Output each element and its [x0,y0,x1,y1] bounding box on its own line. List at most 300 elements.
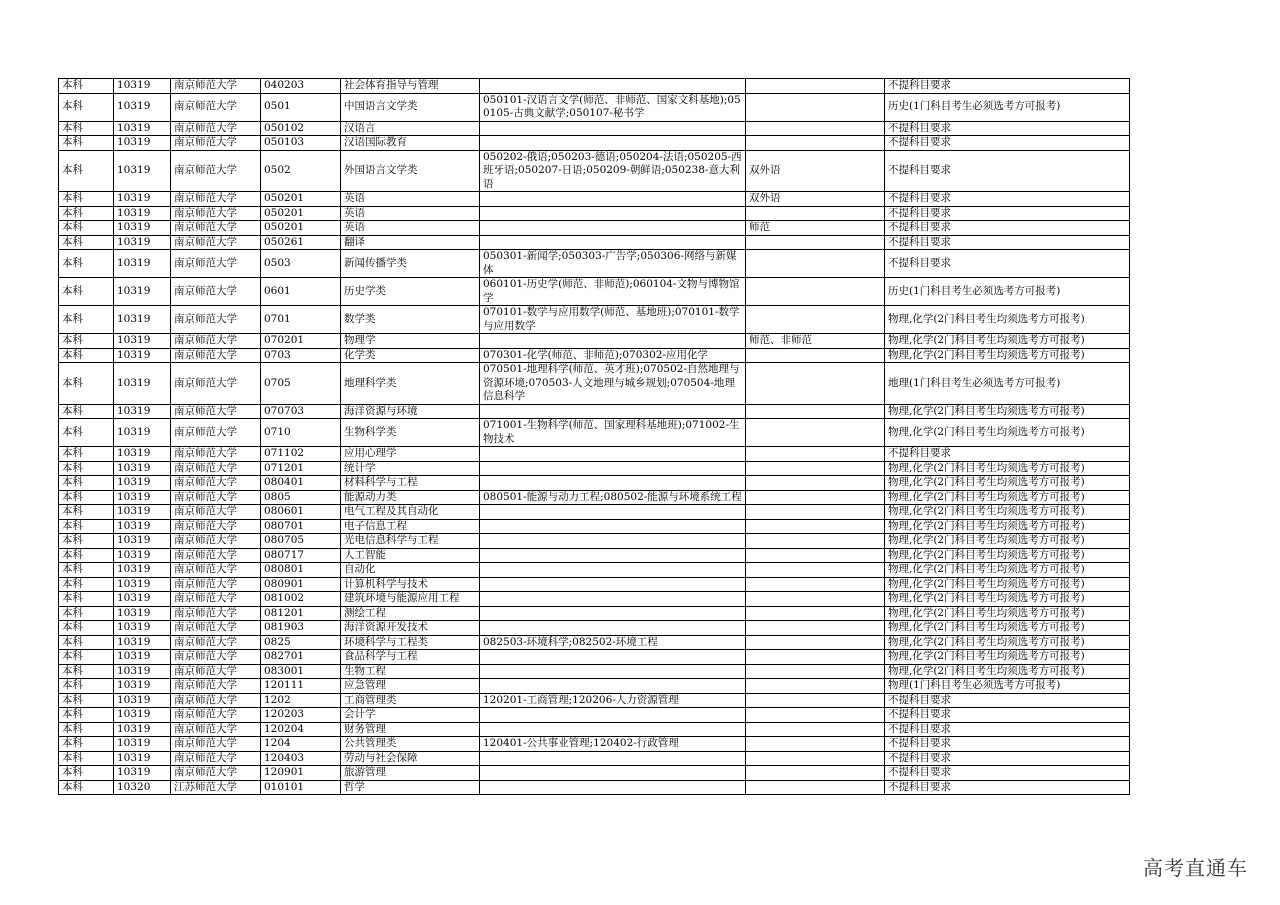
major-name-cell: 应急管理 [341,679,480,694]
table-row [59,664,1130,679]
level-cell: 本科 [59,221,114,236]
school-name-cell: 南京师范大学 [171,534,261,549]
remark-cell [746,306,885,334]
major-code-cell: 070201 [261,334,341,349]
subject-requirement-cell: 物理,化学(2门科目考生均须选考方可报考) [885,519,1130,534]
school-code-cell: 10319 [114,635,171,650]
remark-cell: 师范、非师范 [746,334,885,349]
included-majors-cell [480,577,746,592]
major-name-cell: 建筑环境与能源应用工程 [341,592,480,607]
remark-cell [746,519,885,534]
subject-requirement-cell: 物理,化学(2门科目考生均须选考方可报考) [885,306,1130,334]
table-row [59,447,1130,462]
table-row [59,121,1130,136]
major-name-cell: 英语 [341,221,480,236]
major-name-cell: 能源动力类 [341,490,480,505]
subject-requirement-cell: 不提科目要求 [885,693,1130,708]
table-row [59,722,1130,737]
table-row [59,150,1130,192]
table-row [59,780,1130,795]
subject-requirement-cell: 不提科目要求 [885,235,1130,250]
major-code-cell: 0703 [261,348,341,363]
school-name-cell: 南京师范大学 [171,766,261,781]
level-cell: 本科 [59,766,114,781]
included-majors-cell [480,334,746,349]
subject-requirement-cell: 不提科目要求 [885,722,1130,737]
level-cell: 本科 [59,93,114,121]
remark-cell [746,476,885,491]
level-cell: 本科 [59,621,114,636]
remark-cell [746,548,885,563]
table-row [59,708,1130,723]
table-row [59,419,1130,447]
included-majors-cell: 120201-工商管理;120206-人力资源管理 [480,693,746,708]
school-name-cell: 南京师范大学 [171,650,261,665]
school-code-cell: 10319 [114,519,171,534]
major-name-cell: 统计学 [341,461,480,476]
remark-cell [746,404,885,419]
included-majors-cell [480,235,746,250]
school-code-cell: 10319 [114,306,171,334]
table-row [59,650,1130,665]
major-code-cell: 050261 [261,235,341,250]
subject-requirement-cell: 物理,化学(2门科目考生均须选考方可报考) [885,621,1130,636]
major-name-cell: 电气工程及其自动化 [341,505,480,520]
subject-requirement-cell: 历史(1门科目考生必须选考方可报考) [885,278,1130,306]
table-row [59,635,1130,650]
major-name-cell: 翻译 [341,235,480,250]
major-code-cell: 1204 [261,737,341,752]
included-majors-cell [480,519,746,534]
level-cell: 本科 [59,419,114,447]
subject-requirement-cell: 不提科目要求 [885,708,1130,723]
subject-requirement-cell: 物理,化学(2门科目考生均须选考方可报考) [885,592,1130,607]
level-cell: 本科 [59,635,114,650]
level-cell: 本科 [59,79,114,94]
subject-requirement-cell: 不提科目要求 [885,447,1130,462]
subject-requirement-cell: 不提科目要求 [885,79,1130,94]
table-row [59,606,1130,621]
school-name-cell: 南京师范大学 [171,664,261,679]
major-code-cell: 0501 [261,93,341,121]
included-majors-cell [480,722,746,737]
subject-requirement-cell: 物理,化学(2门科目考生均须选考方可报考) [885,461,1130,476]
remark-cell [746,136,885,151]
included-majors-cell [480,206,746,221]
major-code-cell: 120204 [261,722,341,737]
level-cell: 本科 [59,461,114,476]
remark-cell [746,708,885,723]
major-code-cell: 0503 [261,250,341,278]
school-code-cell: 10319 [114,192,171,207]
level-cell: 本科 [59,206,114,221]
major-name-cell: 社会体育指导与管理 [341,79,480,94]
school-code-cell: 10319 [114,621,171,636]
included-majors-cell [480,447,746,462]
school-name-cell: 南京师范大学 [171,221,261,236]
table-body [59,79,1130,795]
table-row [59,490,1130,505]
included-majors-cell [480,621,746,636]
school-code-cell: 10319 [114,563,171,578]
major-name-cell: 食品科学与工程 [341,650,480,665]
table-row [59,348,1130,363]
remark-cell [746,348,885,363]
school-name-cell: 南京师范大学 [171,306,261,334]
level-cell: 本科 [59,447,114,462]
major-name-cell: 公共管理类 [341,737,480,752]
level-cell: 本科 [59,722,114,737]
level-cell: 本科 [59,592,114,607]
school-name-cell: 南京师范大学 [171,577,261,592]
major-name-cell: 地理科学类 [341,363,480,405]
included-majors-cell [480,766,746,781]
watermark-logo-text: 高考直通车 [1143,856,1248,880]
major-name-cell: 数学类 [341,306,480,334]
remark-cell [746,490,885,505]
level-cell: 本科 [59,121,114,136]
included-majors-cell [480,79,746,94]
remark-cell [746,79,885,94]
table-row [59,461,1130,476]
school-code-cell: 10319 [114,419,171,447]
remark-cell [746,693,885,708]
school-code-cell: 10319 [114,79,171,94]
school-code-cell: 10319 [114,751,171,766]
subject-requirement-cell: 物理,化学(2门科目考生均须选考方可报考) [885,606,1130,621]
table-row [59,278,1130,306]
remark-cell [746,751,885,766]
subject-requirement-cell: 不提科目要求 [885,766,1130,781]
table-row [59,693,1130,708]
table-row [59,363,1130,405]
level-cell: 本科 [59,650,114,665]
included-majors-cell [480,650,746,665]
school-name-cell: 南京师范大学 [171,363,261,405]
school-name-cell: 南京师范大学 [171,693,261,708]
major-name-cell: 汉语言 [341,121,480,136]
table-row [59,93,1130,121]
subject-requirement-cell: 物理,化学(2门科目考生均须选考方可报考) [885,650,1130,665]
level-cell: 本科 [59,534,114,549]
table-row [59,404,1130,419]
level-cell: 本科 [59,708,114,723]
major-code-cell: 080601 [261,505,341,520]
school-code-cell: 10319 [114,278,171,306]
included-majors-cell: 050301-新闻学;050303-广告学;050306-网络与新媒体 [480,250,746,278]
remark-cell [746,461,885,476]
major-code-cell: 071102 [261,447,341,462]
included-majors-cell [480,606,746,621]
included-majors-cell [480,548,746,563]
major-code-cell: 040203 [261,79,341,94]
level-cell: 本科 [59,363,114,405]
subject-requirement-cell: 不提科目要求 [885,136,1130,151]
included-majors-cell: 080501-能源与动力工程;080502-能源与环境系统工程 [480,490,746,505]
major-name-cell: 计算机科学与技术 [341,577,480,592]
subject-requirement-cell: 不提科目要求 [885,192,1130,207]
level-cell: 本科 [59,505,114,520]
school-name-cell: 南京师范大学 [171,334,261,349]
included-majors-cell [480,534,746,549]
level-cell: 本科 [59,563,114,578]
school-code-cell: 10319 [114,447,171,462]
included-majors-cell [480,192,746,207]
included-majors-cell [480,592,746,607]
subject-requirement-cell: 物理,化学(2门科目考生均须选考方可报考) [885,348,1130,363]
school-code-cell: 10319 [114,534,171,549]
remark-cell [746,679,885,694]
subject-requirement-cell: 物理,化学(2门科目考生均须选考方可报考) [885,404,1130,419]
remark-cell [746,766,885,781]
admission-requirements-table [58,78,1130,795]
school-code-cell: 10319 [114,737,171,752]
major-code-cell: 082701 [261,650,341,665]
table-row [59,751,1130,766]
subject-requirement-cell: 不提科目要求 [885,121,1130,136]
school-code-cell: 10319 [114,250,171,278]
subject-requirement-cell: 物理,化学(2门科目考生均须选考方可报考) [885,534,1130,549]
included-majors-cell [480,708,746,723]
major-name-cell: 历史学类 [341,278,480,306]
included-majors-cell [480,136,746,151]
major-code-cell: 1202 [261,693,341,708]
school-code-cell: 10320 [114,780,171,795]
subject-requirement-cell: 物理,化学(2门科目考生均须选考方可报考) [885,419,1130,447]
major-code-cell: 083001 [261,664,341,679]
table-row [59,206,1130,221]
included-majors-cell [480,505,746,520]
subject-requirement-cell: 不提科目要求 [885,751,1130,766]
school-name-cell: 南京师范大学 [171,278,261,306]
table-row [59,519,1130,534]
level-cell: 本科 [59,664,114,679]
major-code-cell: 0502 [261,150,341,192]
table-row [59,548,1130,563]
subject-requirement-cell: 物理,化学(2门科目考生均须选考方可报考) [885,548,1130,563]
school-name-cell: 南京师范大学 [171,737,261,752]
major-code-cell: 0705 [261,363,341,405]
remark-cell: 师范 [746,221,885,236]
subject-requirement-cell: 物理,化学(2门科目考生均须选考方可报考) [885,334,1130,349]
level-cell: 本科 [59,519,114,534]
school-name-cell: 南京师范大学 [171,79,261,94]
major-code-cell: 0601 [261,278,341,306]
school-code-cell: 10319 [114,221,171,236]
table-row [59,221,1130,236]
school-code-cell: 10319 [114,679,171,694]
school-code-cell: 10319 [114,136,171,151]
included-majors-cell: 071001-生物科学(师范、国家理科基地班);071002-生物技术 [480,419,746,447]
major-name-cell: 自动化 [341,563,480,578]
included-majors-cell [480,404,746,419]
school-name-cell: 南京师范大学 [171,447,261,462]
school-name-cell: 江苏师范大学 [171,780,261,795]
school-name-cell: 南京师范大学 [171,206,261,221]
school-name-cell: 南京师范大学 [171,708,261,723]
school-name-cell: 南京师范大学 [171,136,261,151]
level-cell: 本科 [59,548,114,563]
school-code-cell: 10319 [114,93,171,121]
remark-cell [746,621,885,636]
table-row [59,79,1130,94]
level-cell: 本科 [59,235,114,250]
school-code-cell: 10319 [114,461,171,476]
included-majors-cell [480,664,746,679]
table-row [59,679,1130,694]
remark-cell [746,93,885,121]
major-code-cell: 050102 [261,121,341,136]
major-code-cell: 120403 [261,751,341,766]
major-name-cell: 海洋资源开发技术 [341,621,480,636]
level-cell: 本科 [59,780,114,795]
major-code-cell: 050201 [261,221,341,236]
level-cell: 本科 [59,606,114,621]
major-code-cell: 0701 [261,306,341,334]
remark-cell [746,722,885,737]
school-name-cell: 南京师范大学 [171,563,261,578]
subject-requirement-cell: 物理,化学(2门科目考生均须选考方可报考) [885,563,1130,578]
school-name-cell: 南京师范大学 [171,722,261,737]
school-name-cell: 南京师范大学 [171,621,261,636]
remark-cell [746,235,885,250]
school-code-cell: 10319 [114,722,171,737]
major-name-cell: 光电信息科学与工程 [341,534,480,549]
school-code-cell: 10319 [114,693,171,708]
major-code-cell: 0825 [261,635,341,650]
school-name-cell: 南京师范大学 [171,192,261,207]
school-name-cell: 南京师范大学 [171,419,261,447]
major-name-cell: 财务管理 [341,722,480,737]
school-name-cell: 南京师范大学 [171,93,261,121]
major-name-cell: 生物工程 [341,664,480,679]
major-name-cell: 化学类 [341,348,480,363]
remark-cell [746,447,885,462]
remark-cell [746,635,885,650]
remark-cell: 双外语 [746,192,885,207]
subject-requirement-cell: 地理(1门科目考生必须选考方可报考) [885,363,1130,405]
table-row [59,737,1130,752]
table-row [59,192,1130,207]
school-name-cell: 南京师范大学 [171,635,261,650]
remark-cell [746,592,885,607]
level-cell: 本科 [59,404,114,419]
school-name-cell: 南京师范大学 [171,606,261,621]
subject-requirement-cell: 物理,化学(2门科目考生均须选考方可报考) [885,490,1130,505]
included-majors-cell [480,679,746,694]
school-name-cell: 南京师范大学 [171,476,261,491]
school-name-cell: 南京师范大学 [171,121,261,136]
school-code-cell: 10319 [114,592,171,607]
school-code-cell: 10319 [114,476,171,491]
major-name-cell: 环境科学与工程类 [341,635,480,650]
school-code-cell: 10319 [114,206,171,221]
remark-cell [746,534,885,549]
major-code-cell: 080701 [261,519,341,534]
remark-cell [746,780,885,795]
major-name-cell: 材料科学与工程 [341,476,480,491]
included-majors-cell [480,461,746,476]
major-code-cell: 120203 [261,708,341,723]
level-cell: 本科 [59,751,114,766]
major-name-cell: 人工智能 [341,548,480,563]
major-name-cell: 外国语言文学类 [341,150,480,192]
table-row [59,534,1130,549]
major-code-cell: 050103 [261,136,341,151]
level-cell: 本科 [59,348,114,363]
school-code-cell: 10319 [114,235,171,250]
major-code-cell: 0805 [261,490,341,505]
level-cell: 本科 [59,737,114,752]
level-cell: 本科 [59,306,114,334]
school-code-cell: 10319 [114,664,171,679]
major-code-cell: 071201 [261,461,341,476]
table-row [59,250,1130,278]
level-cell: 本科 [59,150,114,192]
table-row [59,505,1130,520]
level-cell: 本科 [59,679,114,694]
remark-cell [746,250,885,278]
major-code-cell: 0710 [261,419,341,447]
school-code-cell: 10319 [114,490,171,505]
level-cell: 本科 [59,278,114,306]
major-name-cell: 英语 [341,206,480,221]
school-name-cell: 南京师范大学 [171,461,261,476]
major-code-cell: 010101 [261,780,341,795]
school-code-cell: 10319 [114,577,171,592]
major-code-cell: 081903 [261,621,341,636]
remark-cell [746,606,885,621]
included-majors-cell [480,476,746,491]
school-code-cell: 10319 [114,766,171,781]
major-name-cell: 海洋资源与环境 [341,404,480,419]
remark-cell [746,419,885,447]
major-name-cell: 汉语国际教育 [341,136,480,151]
major-code-cell: 080705 [261,534,341,549]
major-code-cell: 120901 [261,766,341,781]
school-name-cell: 南京师范大学 [171,548,261,563]
major-name-cell: 生物科学类 [341,419,480,447]
table-row [59,563,1130,578]
subject-requirement-cell: 物理(1门科目考生必须选考方可报考) [885,679,1130,694]
major-name-cell: 新闻传播学类 [341,250,480,278]
school-name-cell: 南京师范大学 [171,235,261,250]
school-name-cell: 南京师范大学 [171,751,261,766]
remark-cell: 双外语 [746,150,885,192]
level-cell: 本科 [59,136,114,151]
school-name-cell: 南京师范大学 [171,150,261,192]
school-code-cell: 10319 [114,650,171,665]
school-name-cell: 南京师范大学 [171,592,261,607]
remark-cell [746,737,885,752]
school-name-cell: 南京师范大学 [171,519,261,534]
level-cell: 本科 [59,577,114,592]
table-row [59,476,1130,491]
remark-cell [746,363,885,405]
included-majors-cell: 060101-历史学(师范、非师范);060104-文物与博物馆学 [480,278,746,306]
school-code-cell: 10319 [114,348,171,363]
included-majors-cell: 082503-环境科学;082502-环境工程 [480,635,746,650]
table-row [59,766,1130,781]
table-row [59,334,1130,349]
included-majors-cell: 070501-地理科学(师范、英才班);070502-自然地理与资源环境;070503-人文地理与城乡规划;070504-地理信息科学 [480,363,746,405]
school-code-cell: 10319 [114,121,171,136]
table-row [59,306,1130,334]
included-majors-cell [480,780,746,795]
table-row [59,577,1130,592]
level-cell: 本科 [59,334,114,349]
major-code-cell: 050201 [261,206,341,221]
